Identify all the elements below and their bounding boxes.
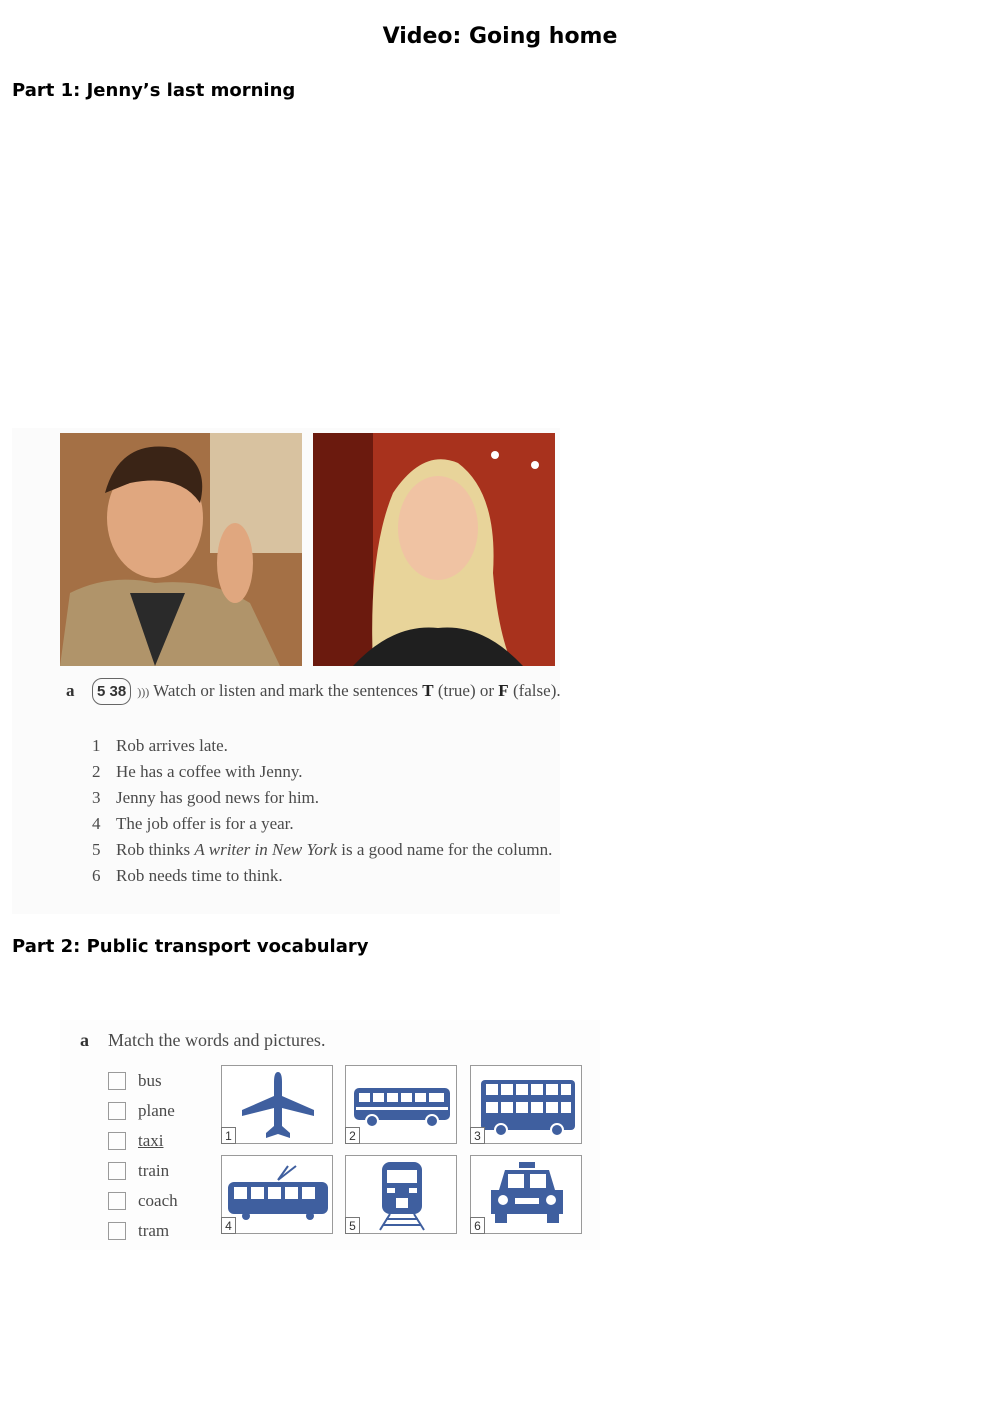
instruction-text: (true) or bbox=[433, 681, 499, 700]
list-item bbox=[92, 811, 562, 837]
part1-excerpt bbox=[12, 428, 560, 914]
picture-number: 6 bbox=[470, 1217, 485, 1234]
plane-icon bbox=[222, 1066, 334, 1145]
word-row-tram bbox=[108, 1216, 178, 1246]
list-item bbox=[92, 759, 562, 785]
exercise-letter: a bbox=[66, 681, 75, 700]
word-row-plane bbox=[108, 1096, 178, 1126]
answer-checkbox[interactable] bbox=[108, 1072, 126, 1090]
false-marker: F bbox=[498, 681, 509, 700]
word-row-taxi bbox=[108, 1126, 178, 1156]
list-item bbox=[92, 785, 562, 811]
word-label: plane bbox=[138, 1101, 175, 1120]
word-label: train bbox=[138, 1161, 170, 1180]
picture-number: 2 bbox=[345, 1127, 360, 1144]
sentence-number: 4 bbox=[92, 814, 101, 833]
word-label: taxi bbox=[138, 1131, 164, 1150]
answer-checkbox[interactable] bbox=[108, 1192, 126, 1210]
picture-5 bbox=[345, 1155, 457, 1234]
sentence-text-italic: A writer in New York bbox=[194, 840, 338, 859]
sentence-list bbox=[92, 733, 562, 889]
part2-excerpt bbox=[60, 1020, 600, 1250]
sentence-number: 5 bbox=[92, 840, 101, 859]
word-row-train bbox=[108, 1156, 178, 1186]
instruction-text: Watch or listen and mark the sentences bbox=[153, 681, 423, 700]
answer-checkbox[interactable] bbox=[108, 1222, 126, 1240]
audio-track-badge: 5 38 bbox=[92, 678, 131, 705]
sentence-text-part: is a good name for the column. bbox=[337, 840, 553, 859]
sentence-text: Jenny has good news for him. bbox=[116, 788, 320, 807]
word-label: coach bbox=[138, 1191, 178, 1210]
sentence-number: 6 bbox=[92, 866, 101, 885]
sentence-text: The job offer is for a year. bbox=[116, 814, 294, 833]
page-title: Video: Going home bbox=[382, 24, 618, 49]
exercise-letter: a bbox=[80, 1030, 89, 1050]
audio-icon: ))) bbox=[137, 685, 150, 699]
word-label: tram bbox=[138, 1221, 170, 1240]
picture-number: 1 bbox=[221, 1127, 236, 1144]
picture-3 bbox=[470, 1065, 582, 1144]
sentence-text-part: Rob thinks bbox=[116, 840, 195, 859]
taxi-icon bbox=[471, 1156, 583, 1235]
instruction-text: Match the words and pictures. bbox=[108, 1030, 326, 1050]
picture-6 bbox=[470, 1155, 582, 1234]
photo-jenny bbox=[313, 433, 555, 666]
picture-number: 3 bbox=[470, 1127, 485, 1144]
tram-icon bbox=[222, 1156, 334, 1235]
sentence-text: Rob arrives late. bbox=[116, 736, 228, 755]
answer-checkbox[interactable] bbox=[108, 1102, 126, 1120]
list-item bbox=[92, 733, 562, 759]
part2-instruction bbox=[80, 1030, 325, 1051]
picture-number: 5 bbox=[345, 1217, 360, 1234]
word-row-bus bbox=[108, 1066, 178, 1096]
part2-heading: Part 2: Public transport vocabulary bbox=[12, 936, 369, 957]
double-decker-bus-icon bbox=[471, 1066, 583, 1145]
picture-2 bbox=[345, 1065, 457, 1144]
sentence-number: 3 bbox=[92, 788, 101, 807]
word-list bbox=[108, 1066, 178, 1246]
instruction-text: (false). bbox=[508, 681, 561, 700]
picture-4 bbox=[221, 1155, 333, 1234]
list-item bbox=[92, 863, 562, 889]
word-label: bus bbox=[138, 1071, 162, 1090]
picture-1 bbox=[221, 1065, 333, 1144]
sentence-text: He has a coffee with Jenny. bbox=[116, 762, 303, 781]
sentence-number: 1 bbox=[92, 736, 101, 755]
part1-heading: Part 1: Jenny’s last morning bbox=[12, 80, 296, 101]
sentence-number: 2 bbox=[92, 762, 101, 781]
list-item bbox=[92, 837, 562, 863]
picture-number: 4 bbox=[221, 1217, 236, 1234]
answer-checkbox[interactable] bbox=[108, 1132, 126, 1150]
sentence-text bbox=[116, 840, 552, 859]
train-icon bbox=[346, 1156, 458, 1235]
part1-instruction bbox=[66, 678, 566, 705]
answer-checkbox[interactable] bbox=[108, 1162, 126, 1180]
sentence-text: Rob needs time to think. bbox=[116, 866, 283, 885]
photo-rob bbox=[60, 433, 302, 666]
word-row-coach bbox=[108, 1186, 178, 1216]
coach-icon bbox=[346, 1066, 458, 1145]
true-marker: T bbox=[422, 681, 434, 700]
